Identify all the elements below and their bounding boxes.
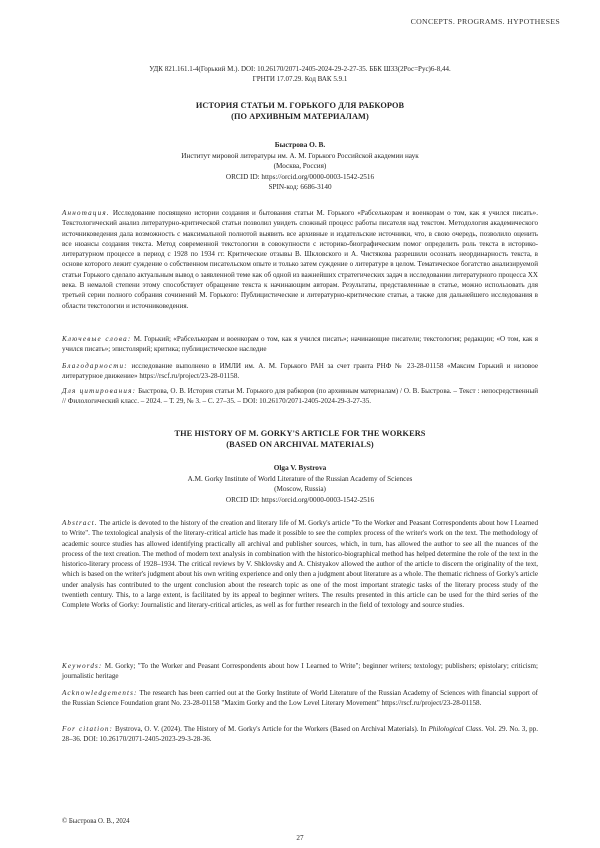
en-affiliation-block: [62, 474, 538, 505]
ru-affiliation: Институт мировой литературы им. А. М. Горького Российской академии наук: [181, 152, 419, 160]
en-affiliation: A.M. Gorky Institute of World Literature of the Russian Academy of Sciences: [187, 475, 413, 483]
running-head: CONCEPTS. PROGRAMS. HYPOTHESES: [410, 17, 560, 26]
en-title: [62, 428, 538, 450]
ru-title-line-1: ИСТОРИЯ СТАТЬИ М. ГОРЬКОГО ДЛЯ РАБКОРОВ: [195, 101, 405, 110]
ru-abstract-label: Аннотация.: [62, 209, 110, 217]
ru-acknowledgements: [62, 361, 538, 382]
en-abstract: [62, 518, 538, 611]
ru-keywords-text: М. Горький; «Рабселькорам и военкорам о том, как я учился писать»; начинающие писатели; текстология; редакции; «О том, как я учился писать»; эпистолярий; критика; публицистическое наследие: [62, 335, 538, 354]
en-cite-journal: Philological Class: [428, 725, 482, 733]
ru-abstract: [62, 208, 538, 311]
ru-ack-label: Благодарности:: [62, 362, 128, 370]
ru-cite-label: Для цитирования:: [62, 387, 137, 395]
en-keywords-label: Keywords:: [62, 662, 103, 670]
ru-keywords: [62, 334, 538, 355]
ru-keywords-label: Ключевые слова:: [62, 335, 132, 343]
en-cite-text-before: Bystrova, O. V. (2024). The History of M. Gorky's Article for the Workers (Based on Archival Materials). In: [115, 725, 427, 733]
ru-title: [62, 100, 538, 122]
en-cite-label: For citation:: [62, 725, 113, 733]
copyright: © Быстрова О. В., 2024: [62, 818, 130, 825]
ru-citation: [62, 386, 538, 407]
en-title-line-2: (BASED ON ARCHIVAL MATERIALS): [226, 440, 374, 449]
en-abstract-label: Abstract.: [62, 519, 98, 527]
en-location: (Moscow, Russia): [274, 485, 326, 494]
ru-location: (Москва, Россия): [273, 162, 327, 171]
udc-block: [62, 64, 538, 84]
en-keywords: [62, 661, 538, 682]
ru-cite-text: Быстрова, О. В. История статьи М. Горького для рабкоров (по архивным материалам) / О. В. Быстрова. – Текст : непосредственный // Филологический класс. – 2024. – Т. 29, № 3. – С. 27–35. – DOI: 10.26170/2071-2405-2024-29-3-27-35.: [62, 387, 539, 406]
en-cite-text-after: . Vol. 29. No. 3, pp. 28–36. DOI: 10.26170/2071-2405-2023-29-3-28-36.: [62, 725, 539, 744]
en-acknowledgements: [62, 688, 538, 709]
en-title-line-1: THE HISTORY OF M. GORKY'S ARTICLE FOR THE WORKERS: [174, 429, 426, 438]
ru-spin: SPIN-код: 6686-3140: [268, 182, 332, 191]
en-keywords-text: M. Gorky; "To the Worker and Peasant Correspondents about how I Learned to Write"; beginner writers; textology; publishers; epistolary; criticism; journalistic heritage: [62, 662, 538, 681]
en-ack-text: The research has been carried out at the Gorky Institute of World Literature of the Russian Academy of Sciences with financial support of the Russian Science Foundation grant No. 23-28-01158 "Maxim Gorky and the Low Level Literary Movement" https://rscf.ru/project/23-28-01158.: [62, 689, 538, 708]
en-orcid: ORCID ID: https://orcid.org/0000-0003-1542-2516: [225, 495, 375, 504]
ru-author: Быстрова О. В.: [274, 140, 326, 149]
en-author: Olga V. Bystrova: [273, 463, 327, 472]
ru-orcid: ORCID ID: https://orcid.org/0000-0003-1542-2516: [225, 172, 375, 181]
ru-affiliation-block: [62, 151, 538, 192]
udc-line-2: ГРНТИ 17.07.29. Код ВАК 5.9.1: [252, 75, 348, 84]
page-number: 27: [296, 834, 304, 842]
ru-abstract-text: Исследование посвящено истории создания и бытования статьи М. Горького «Рабселькорам и военкорам о том, как я учился писать». Текстологический анализ литературно-критической статьи позволил увидеть сложный процесс работы писателя над текстом. Методология академического источниковедения дала возможность с максимальной полнотой выявить все архивные и издательские источники, что, в свою очередь, позволило оценить все нюансы создания текста. Метод современной текстологии в совокупности с историко-биографическим помог определить роль текста в историко-литературном процессе в период с 1928 по 1934 гг. Критические отзывы В. Шкловского и А. Чистякова разрешили осознать неординарность текста, в основе которого лежит суждение о собственном писательском опыте и только затем суждение о литературе в целом. Тематическое богатство анализируемой статьи Горького сделало актуальным вывод о заявленной теме как об одной из важнейших стратегических задач в исследовании литературного процесса XX века. В немалой степени этому способствует обращение текста к начинающим авторам. Результаты, представленные в статье, можно использовать для третьей серии полного собрания сочинений М. Горького: Публицистические и литературно-критические статьи, а также для дальнейшего исследования в области текстологии и источниковедения.: [62, 209, 538, 310]
ru-title-line-2: (ПО АРХИВНЫМ МАТЕРИАЛАМ): [231, 112, 369, 121]
en-citation: [62, 724, 538, 745]
ru-ack-text: исследование выполнено в ИМЛИ им. А. М. Горького РАН за счет гранта РНФ № 23-28-01158 «Максим Горький и низовое литературное движение» https://rscf.ru/project/23-28-01158.: [62, 362, 538, 381]
udc-line-1: УДК 821.161.1-4(Горький М.). DOI: 10.26170/2071-2405-2024-29-2-27-35. ББК Ш33(2Рос=Рус)6-8,44.: [149, 65, 451, 73]
en-abstract-text: The article is devoted to the history of the creation and literary life of M. Gorky's article "To the Worker and Peasant Correspondents about how I Learned to Write". The textological analysis of the literary-critical article has made it possible to see the complex process of the writer's work on the text. The methodology of academic source studies has allowed identifying practically all archival and publisher sources, which, in turn, has allowed the author to see all the nuances of the process of the text creation. The method of modern text analysis in combination with the historico-biographical method has helped determine the role of the text in the historico-literary process of 1928–1934. The critical reviews by V. Shklovsky and A. Chistyakov allowed the author of the article to discern the originality of the text, which is based on the writer's judgment about his own writing experience and only then a judgment about literature as a whole. The thematic richness of Gorky's article under analysis has contributed to the urgent conclusion about the research topic as one of the most important strategic tasks of the literary process study of the twentieth century. This, to a large extent, is facilitated by its appeal to beginner writers. The results presented in this article can be used for the third series of the Complete Works of Gorky: Journalistic and literary-critical articles, as well as for further research in the field of textology and source studies.: [62, 519, 538, 610]
en-ack-label: Acknowledgements:: [62, 689, 138, 697]
